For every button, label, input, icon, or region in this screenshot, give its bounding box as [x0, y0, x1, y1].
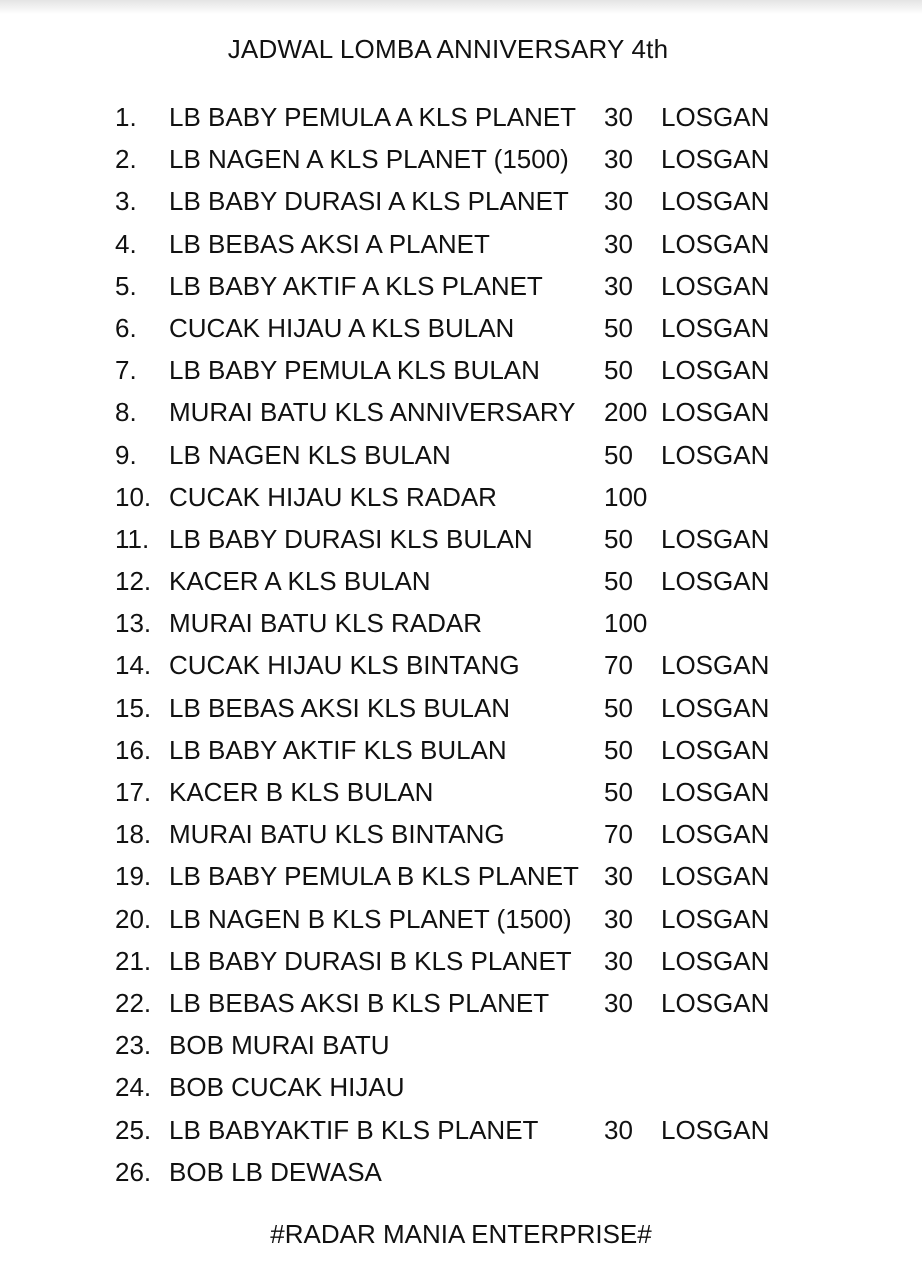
item-name: LB BABY PEMULA A KLS PLANET: [169, 102, 577, 132]
item-tag: LOSGAN: [661, 819, 770, 850]
schedule-row: [0, 813, 922, 855]
item-quantity: 200: [604, 397, 648, 428]
schedule-row: [0, 940, 922, 982]
item-name: LB BABY AKTIF A KLS PLANET: [169, 270, 543, 301]
schedule-row: [0, 1109, 922, 1151]
item-name: CUCAK HIJAU A KLS BULAN: [169, 312, 515, 343]
item-number: 23.: [115, 1030, 152, 1061]
item-number: 9.: [115, 439, 137, 470]
item-number: 7.: [115, 355, 137, 386]
item-number: 18.: [115, 819, 152, 850]
item-number: 26.: [115, 1156, 152, 1187]
item-number: 15.: [115, 692, 152, 723]
item-tag: LOSGAN: [661, 270, 770, 301]
schedule-row: [0, 560, 922, 602]
item-name: LB BABY PEMULA KLS BULAN: [169, 355, 540, 386]
item-tag: LOSGAN: [661, 1114, 770, 1145]
item-number: 12.: [115, 566, 152, 597]
item-quantity: 30: [604, 186, 633, 217]
item-name: LB BEBAS AKSI KLS BULAN: [169, 692, 511, 723]
schedule-row: [0, 265, 922, 307]
item-quantity: 70: [604, 819, 633, 850]
schedule-row: [0, 1024, 922, 1066]
item-number: 6.: [115, 312, 137, 343]
item-number: 22.: [115, 987, 152, 1018]
item-tag: LOSGAN: [661, 102, 770, 132]
item-number: 2.: [115, 144, 137, 175]
item-name: LB BABY DURASI B KLS PLANET: [169, 945, 572, 976]
item-tag: LOSGAN: [661, 144, 770, 175]
document-footer: #RADAR MANIA ENTERPRISE#: [270, 1219, 652, 1249]
item-name: LB BABYAKTIF B KLS PLANET: [169, 1114, 539, 1145]
schedule-row: [0, 391, 922, 433]
item-quantity: 30: [604, 228, 633, 259]
schedule-row: [0, 898, 922, 940]
item-tag: LOSGAN: [661, 566, 770, 597]
item-tag: LOSGAN: [661, 734, 770, 765]
item-quantity: 50: [604, 355, 633, 386]
item-quantity: 50: [604, 523, 633, 554]
item-name: LB BABY AKTIF KLS BULAN: [169, 734, 507, 765]
item-tag: LOSGAN: [661, 355, 770, 386]
item-quantity: 50: [604, 692, 633, 723]
item-name: BOB MURAI BATU: [169, 1030, 390, 1061]
item-name: LB BABY PEMULA B KLS PLANET: [169, 861, 579, 892]
item-tag: LOSGAN: [661, 945, 770, 976]
page-top-shadow: [0, 0, 922, 14]
item-number: 24.: [115, 1072, 152, 1103]
item-number: 17.: [115, 777, 152, 807]
item-number: 8.: [115, 397, 137, 428]
schedule-row: [0, 687, 922, 729]
schedule-row: [0, 729, 922, 771]
item-tag: LOSGAN: [661, 523, 770, 554]
item-quantity: 100: [604, 608, 648, 639]
schedule-row: [0, 855, 922, 897]
schedule-list: [0, 96, 922, 1193]
item-quantity: 30: [604, 270, 633, 301]
item-quantity: 50: [604, 566, 633, 597]
item-name: LB BEBAS AKSI B KLS PLANET: [169, 987, 550, 1018]
item-tag: LOSGAN: [661, 186, 770, 217]
schedule-row: [0, 518, 922, 560]
item-quantity: 50: [604, 777, 633, 807]
item-quantity: 30: [604, 1114, 633, 1145]
item-tag: LOSGAN: [661, 861, 770, 892]
item-quantity: 30: [604, 144, 633, 175]
item-number: 4.: [115, 228, 137, 259]
item-tag: LOSGAN: [661, 228, 770, 259]
item-name: LB BEBAS AKSI A PLANET: [169, 228, 490, 259]
item-name: LB NAGEN A KLS PLANET (1500): [169, 144, 569, 175]
item-name: LB NAGEN KLS BULAN: [169, 439, 451, 470]
item-number: 10.: [115, 481, 152, 512]
item-quantity: 50: [604, 734, 633, 765]
item-number: 11.: [115, 523, 150, 554]
item-name: CUCAK HIJAU KLS BINTANG: [169, 650, 520, 681]
item-number: 21.: [115, 945, 152, 976]
schedule-row: [0, 223, 922, 265]
item-quantity: 50: [604, 312, 633, 343]
item-name: MURAI BATU KLS BINTANG: [169, 819, 505, 850]
schedule-row: [0, 982, 922, 1024]
schedule-row: [0, 349, 922, 391]
schedule-row: [0, 138, 922, 180]
item-number: 13.: [115, 608, 152, 639]
schedule-row: [0, 434, 922, 476]
item-number: 14.: [115, 650, 152, 681]
item-number: 20.: [115, 903, 152, 934]
item-quantity: 30: [604, 945, 633, 976]
item-tag: LOSGAN: [661, 903, 770, 934]
item-tag: LOSGAN: [661, 397, 770, 428]
item-quantity: 30: [604, 102, 633, 132]
item-quantity: 30: [604, 861, 633, 892]
item-number: 16.: [115, 734, 152, 765]
item-tag: LOSGAN: [661, 439, 770, 470]
item-name: LB NAGEN B KLS PLANET (1500): [169, 903, 572, 934]
item-name: BOB LB DEWASA: [169, 1156, 382, 1187]
schedule-row: [0, 602, 922, 644]
item-quantity: 70: [604, 650, 633, 681]
item-number: 25.: [115, 1114, 152, 1145]
item-quantity: 100: [604, 481, 648, 512]
item-tag: LOSGAN: [661, 777, 770, 807]
item-number: 1.: [115, 102, 137, 132]
item-number: 19.: [115, 861, 152, 892]
item-name: LB BABY DURASI A KLS PLANET: [169, 186, 569, 217]
item-name: KACER B KLS BULAN: [169, 777, 434, 807]
item-name: KACER A KLS BULAN: [169, 566, 431, 597]
item-tag: LOSGAN: [661, 987, 770, 1018]
schedule-row: [0, 1151, 922, 1193]
item-name: MURAI BATU KLS RADAR: [169, 608, 483, 639]
schedule-row: [0, 96, 922, 138]
schedule-row: [0, 180, 922, 222]
item-tag: LOSGAN: [661, 650, 770, 681]
schedule-row: [0, 771, 922, 813]
item-quantity: 30: [604, 987, 633, 1018]
item-quantity: 30: [604, 903, 633, 934]
item-number: 5.: [115, 270, 137, 301]
item-number: 3.: [115, 186, 137, 217]
item-tag: LOSGAN: [661, 692, 770, 723]
schedule-row: [0, 644, 922, 686]
item-tag: LOSGAN: [661, 312, 770, 343]
item-name: CUCAK HIJAU KLS RADAR: [169, 481, 497, 512]
item-quantity: 50: [604, 439, 633, 470]
schedule-row: [0, 1066, 922, 1108]
schedule-row: [0, 476, 922, 518]
document-title: JADWAL LOMBA ANNIVERSARY 4th: [227, 34, 669, 64]
item-name: MURAI BATU KLS ANNIVERSARY: [169, 397, 576, 428]
schedule-row: [0, 307, 922, 349]
item-name: BOB CUCAK HIJAU: [169, 1072, 405, 1103]
item-name: LB BABY DURASI KLS BULAN: [169, 523, 533, 554]
